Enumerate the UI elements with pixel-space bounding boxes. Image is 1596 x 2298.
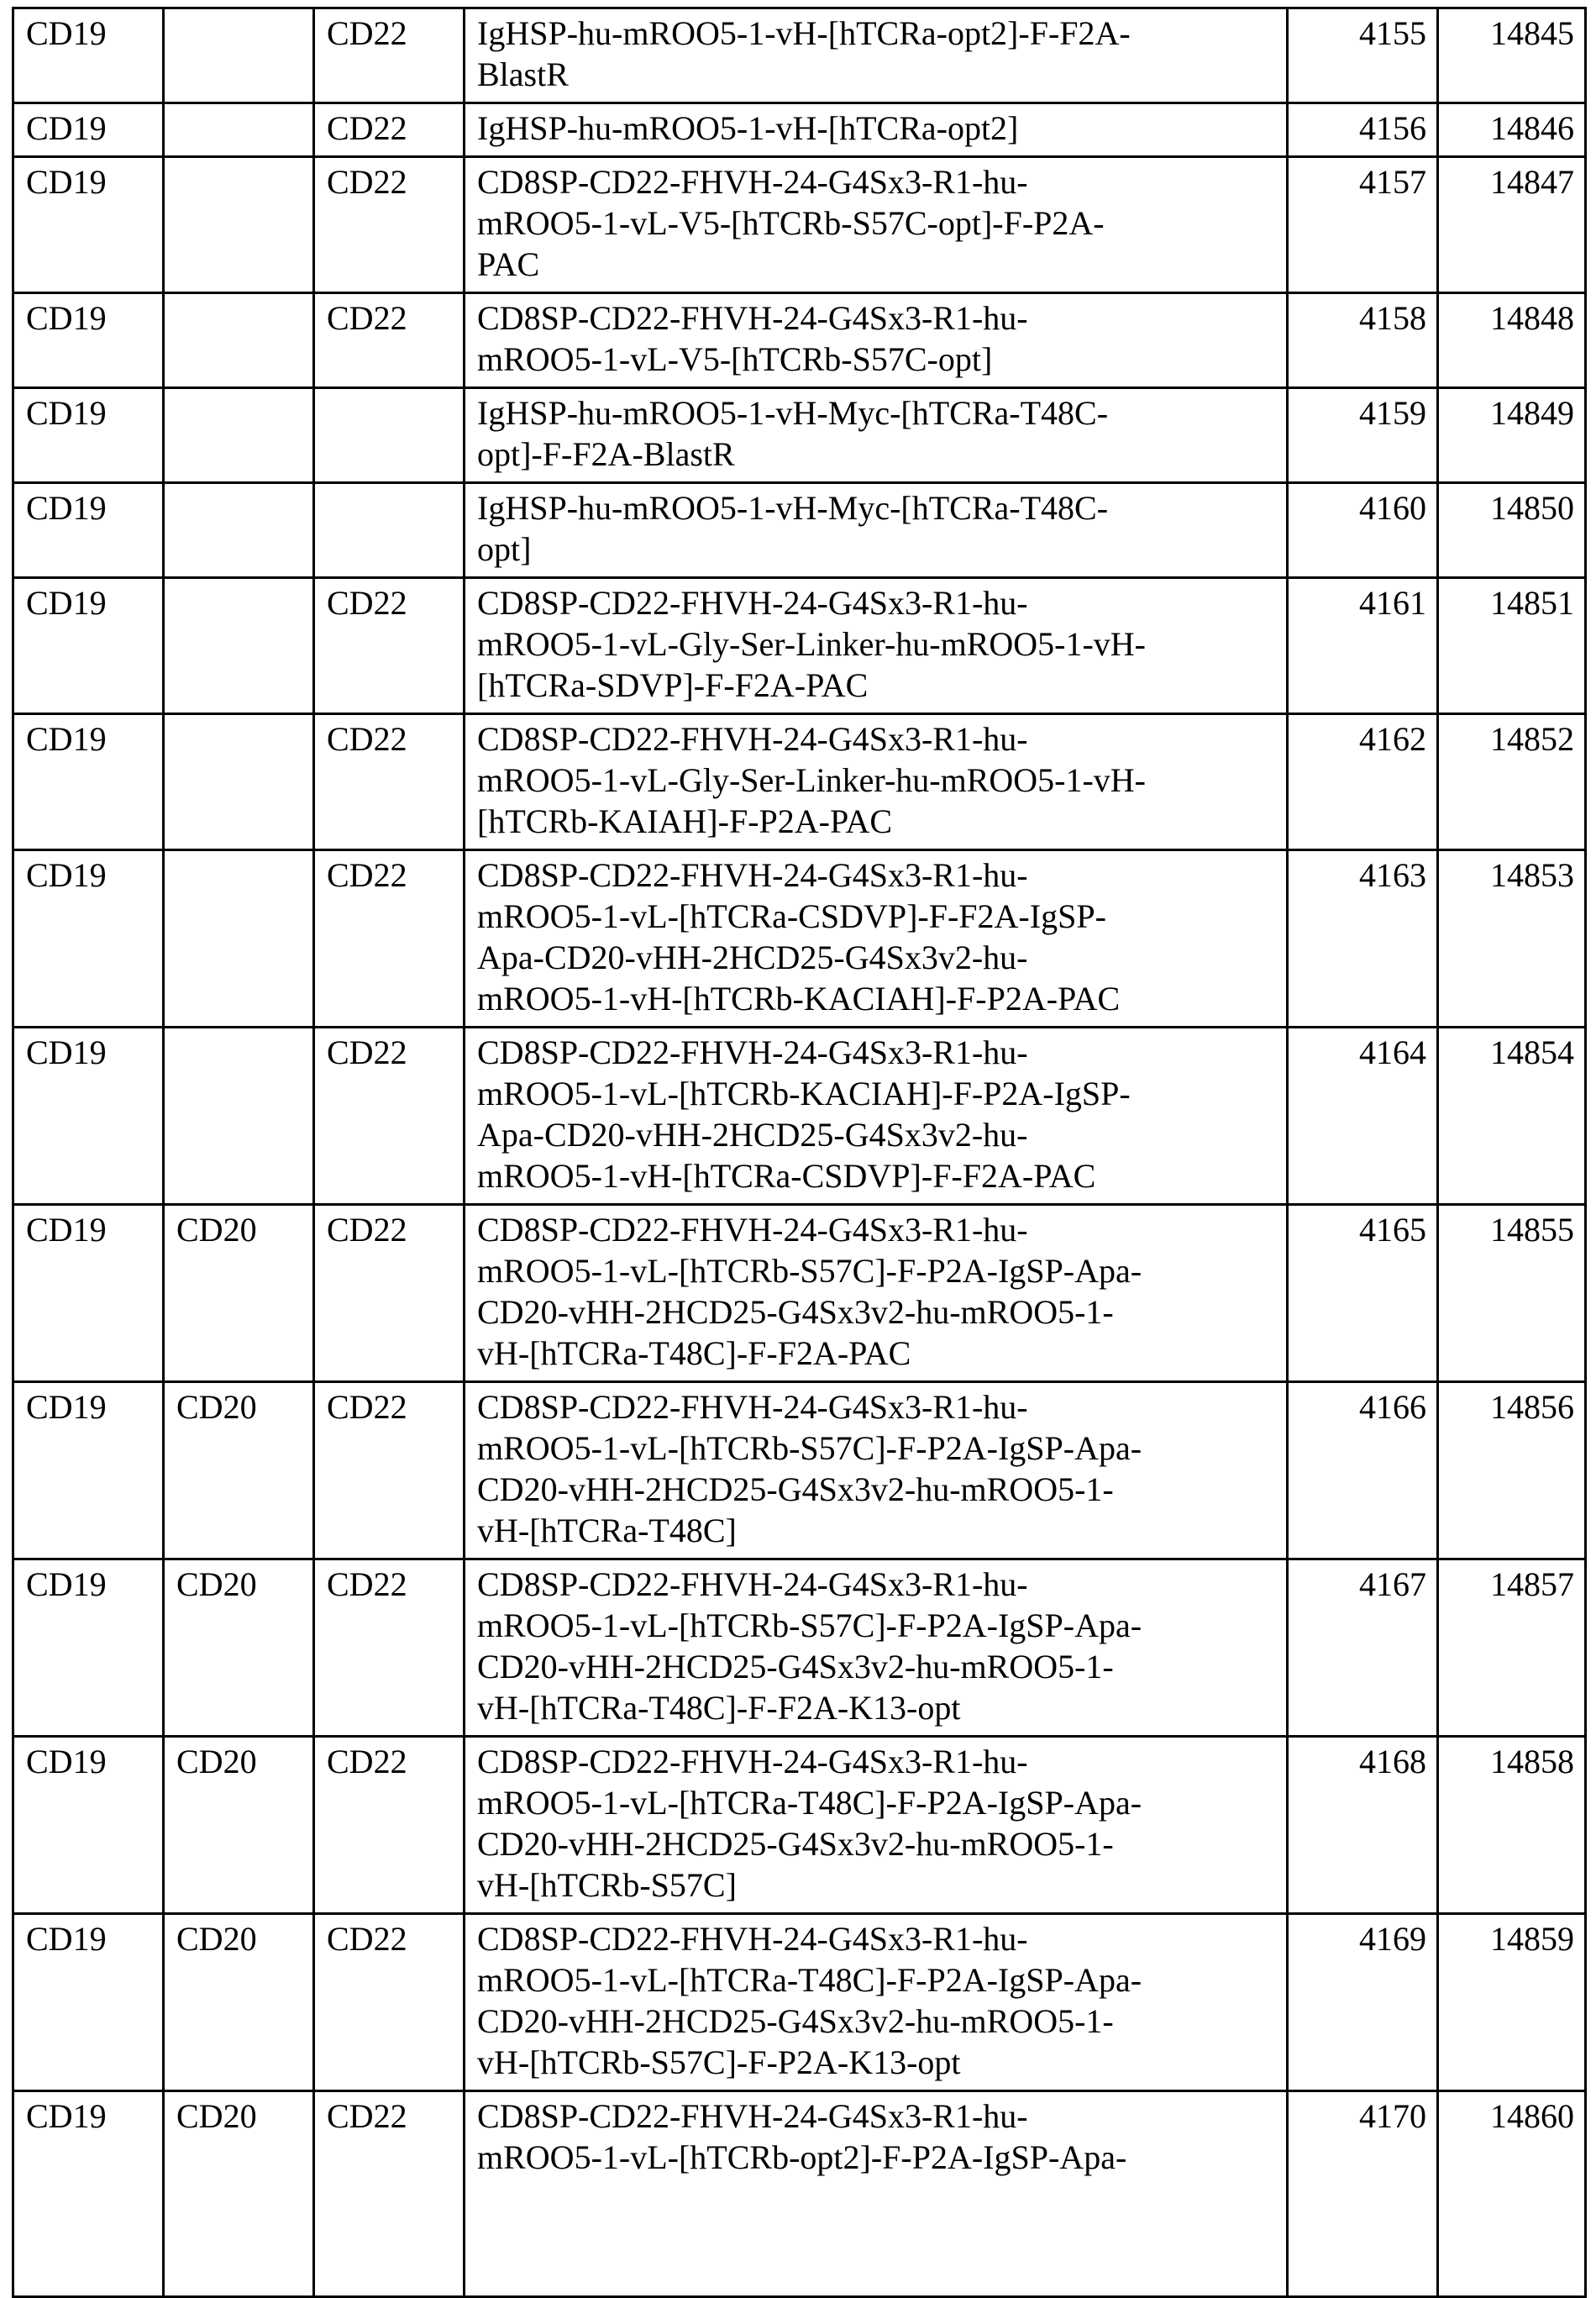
antigen-2-cell xyxy=(164,388,314,483)
antigen-3-cell: CD22 xyxy=(314,8,465,103)
table-row xyxy=(13,1028,1586,1205)
seq-id-b-cell: 14852 xyxy=(1438,714,1586,850)
antigen-2-cell xyxy=(164,850,314,1028)
seq-id-a-cell: 4159 xyxy=(1288,388,1438,483)
seq-id-b-cell: 14860 xyxy=(1438,2091,1586,2297)
table-row xyxy=(13,578,1586,714)
antigen-1-cell: CD19 xyxy=(13,1737,164,1914)
construct-name-cell: CD8SP-CD22-FHVH-24-G4Sx3-R1-hu- mROO5-1-vL-[hTCRb-S57C]-F-P2A-IgSP-Apa- CD20-vHH-2HCD25-G4Sx3v2-hu-mROO5-1- vH-[hTCRa-T48C]-F-F2A-PAC xyxy=(465,1205,1288,1382)
antigen-3-cell: CD22 xyxy=(314,850,465,1028)
antigen-1-cell: CD19 xyxy=(13,1028,164,1205)
seq-id-a-cell: 4161 xyxy=(1288,578,1438,714)
antigen-3-cell xyxy=(314,388,465,483)
seq-id-a-cell: 4158 xyxy=(1288,293,1438,388)
table-row xyxy=(13,1205,1586,1382)
antigen-1-cell: CD19 xyxy=(13,8,164,103)
construct-name-cell: CD8SP-CD22-FHVH-24-G4Sx3-R1-hu- mROO5-1-vL-V5-[hTCRb-S57C-opt]-F-P2A- PAC xyxy=(465,157,1288,293)
antigen-3-cell: CD22 xyxy=(314,1737,465,1914)
construct-name-cell: CD8SP-CD22-FHVH-24-G4Sx3-R1-hu- mROO5-1-vL-[hTCRb-S57C]-F-P2A-IgSP-Apa- CD20-vHH-2HCD25-G4Sx3v2-hu-mROO5-1- vH-[hTCRa-T48C] xyxy=(465,1382,1288,1559)
construct-name-cell: CD8SP-CD22-FHVH-24-G4Sx3-R1-hu- mROO5-1-vL-[hTCRb-S57C]-F-P2A-IgSP-Apa- CD20-vHH-2HCD25-G4Sx3v2-hu-mROO5-1- vH-[hTCRa-T48C]-F-F2A-K13-opt xyxy=(465,1559,1288,1737)
construct-name-cell: CD8SP-CD22-FHVH-24-G4Sx3-R1-hu- mROO5-1-vL-Gly-Ser-Linker-hu-mROO5-1-vH- [hTCRa-SDVP]-F-F2A-PAC xyxy=(465,578,1288,714)
table-row xyxy=(13,103,1586,157)
antigen-1-cell: CD19 xyxy=(13,483,164,578)
antigen-3-cell: CD22 xyxy=(314,2091,465,2297)
seq-id-b-cell: 14857 xyxy=(1438,1559,1586,1737)
antigen-1-cell: CD19 xyxy=(13,388,164,483)
sequence-table-body xyxy=(13,8,1586,2297)
antigen-2-cell xyxy=(164,8,314,103)
seq-id-b-cell: 14858 xyxy=(1438,1737,1586,1914)
antigen-3-cell: CD22 xyxy=(314,1559,465,1737)
table-row xyxy=(13,1737,1586,1914)
seq-id-b-cell: 14846 xyxy=(1438,103,1586,157)
antigen-2-cell xyxy=(164,293,314,388)
seq-id-a-cell: 4163 xyxy=(1288,850,1438,1028)
antigen-1-cell: CD19 xyxy=(13,2091,164,2297)
table-row xyxy=(13,1559,1586,1737)
seq-id-b-cell: 14849 xyxy=(1438,388,1586,483)
table-row xyxy=(13,483,1586,578)
construct-name-cell: CD8SP-CD22-FHVH-24-G4Sx3-R1-hu- mROO5-1-vL-[hTCRb-KACIAH]-F-P2A-IgSP- Apa-CD20-vHH-2HCD25-G4Sx3v2-hu- mROO5-1-vH-[hTCRa-CSDVP]-F-F2A-PAC xyxy=(465,1028,1288,1205)
table-row xyxy=(13,8,1586,103)
construct-name-cell: CD8SP-CD22-FHVH-24-G4Sx3-R1-hu- mROO5-1-vL-[hTCRa-T48C]-F-P2A-IgSP-Apa- CD20-vHH-2HCD25-G4Sx3v2-hu-mROO5-1- vH-[hTCRb-S57C]-F-P2A-K13-opt xyxy=(465,1914,1288,2091)
construct-name-cell: CD8SP-CD22-FHVH-24-G4Sx3-R1-hu- mROO5-1-vL-Gly-Ser-Linker-hu-mROO5-1-vH- [hTCRb-KAIAH]-F-P2A-PAC xyxy=(465,714,1288,850)
seq-id-b-cell: 14847 xyxy=(1438,157,1586,293)
seq-id-b-cell: 14848 xyxy=(1438,293,1586,388)
table-row xyxy=(13,388,1586,483)
antigen-1-cell: CD19 xyxy=(13,1205,164,1382)
seq-id-b-cell: 14850 xyxy=(1438,483,1586,578)
table-row xyxy=(13,714,1586,850)
table-row xyxy=(13,293,1586,388)
antigen-2-cell xyxy=(164,714,314,850)
antigen-1-cell: CD19 xyxy=(13,157,164,293)
seq-id-a-cell: 4166 xyxy=(1288,1382,1438,1559)
antigen-2-cell: CD20 xyxy=(164,2091,314,2297)
antigen-1-cell: CD19 xyxy=(13,578,164,714)
antigen-2-cell xyxy=(164,1028,314,1205)
seq-id-b-cell: 14855 xyxy=(1438,1205,1586,1382)
seq-id-a-cell: 4160 xyxy=(1288,483,1438,578)
antigen-1-cell: CD19 xyxy=(13,103,164,157)
antigen-1-cell: CD19 xyxy=(13,714,164,850)
antigen-2-cell: CD20 xyxy=(164,1914,314,2091)
seq-id-a-cell: 4162 xyxy=(1288,714,1438,850)
antigen-3-cell: CD22 xyxy=(314,1028,465,1205)
antigen-1-cell: CD19 xyxy=(13,850,164,1028)
antigen-3-cell: CD22 xyxy=(314,103,465,157)
construct-name-cell: CD8SP-CD22-FHVH-24-G4Sx3-R1-hu- mROO5-1-vL-V5-[hTCRb-S57C-opt] xyxy=(465,293,1288,388)
antigen-3-cell: CD22 xyxy=(314,1914,465,2091)
antigen-3-cell: CD22 xyxy=(314,1382,465,1559)
construct-name-cell: CD8SP-CD22-FHVH-24-G4Sx3-R1-hu- mROO5-1-vL-[hTCRa-T48C]-F-P2A-IgSP-Apa- CD20-vHH-2HCD25-G4Sx3v2-hu-mROO5-1- vH-[hTCRb-S57C] xyxy=(465,1737,1288,1914)
antigen-3-cell: CD22 xyxy=(314,714,465,850)
seq-id-b-cell: 14851 xyxy=(1438,578,1586,714)
antigen-3-cell: CD22 xyxy=(314,293,465,388)
antigen-2-cell: CD20 xyxy=(164,1737,314,1914)
construct-name-cell: CD8SP-CD22-FHVH-24-G4Sx3-R1-hu- mROO5-1-vL-[hTCRa-CSDVP]-F-F2A-IgSP- Apa-CD20-vHH-2HCD25-G4Sx3v2-hu- mROO5-1-vH-[hTCRb-KACIAH]-F-P2A-PAC xyxy=(465,850,1288,1028)
table-row xyxy=(13,1914,1586,2091)
seq-id-a-cell: 4164 xyxy=(1288,1028,1438,1205)
seq-id-a-cell: 4167 xyxy=(1288,1559,1438,1737)
construct-name-cell: CD8SP-CD22-FHVH-24-G4Sx3-R1-hu- mROO5-1-vL-[hTCRb-opt2]-F-P2A-IgSP-Apa- xyxy=(465,2091,1288,2297)
antigen-2-cell xyxy=(164,157,314,293)
table-row xyxy=(13,2091,1586,2297)
seq-id-a-cell: 4165 xyxy=(1288,1205,1438,1382)
antigen-2-cell xyxy=(164,483,314,578)
construct-name-cell: IgHSP-hu-mROO5-1-vH-[hTCRa-opt2] xyxy=(465,103,1288,157)
antigen-2-cell: CD20 xyxy=(164,1382,314,1559)
table-row xyxy=(13,850,1586,1028)
antigen-3-cell: CD22 xyxy=(314,1205,465,1382)
antigen-2-cell: CD20 xyxy=(164,1559,314,1737)
seq-id-a-cell: 4156 xyxy=(1288,103,1438,157)
antigen-2-cell xyxy=(164,103,314,157)
table-row xyxy=(13,1382,1586,1559)
seq-id-b-cell: 14856 xyxy=(1438,1382,1586,1559)
antigen-1-cell: CD19 xyxy=(13,293,164,388)
antigen-1-cell: CD19 xyxy=(13,1382,164,1559)
antigen-1-cell: CD19 xyxy=(13,1559,164,1737)
antigen-2-cell xyxy=(164,578,314,714)
antigen-1-cell: CD19 xyxy=(13,1914,164,2091)
sequence-listing-table xyxy=(12,7,1587,2298)
seq-id-a-cell: 4170 xyxy=(1288,2091,1438,2297)
table-row xyxy=(13,157,1586,293)
seq-id-a-cell: 4155 xyxy=(1288,8,1438,103)
construct-name-cell: IgHSP-hu-mROO5-1-vH-Myc-[hTCRa-T48C- opt]-F-F2A-BlastR xyxy=(465,388,1288,483)
antigen-3-cell xyxy=(314,483,465,578)
antigen-3-cell: CD22 xyxy=(314,157,465,293)
seq-id-b-cell: 14854 xyxy=(1438,1028,1586,1205)
seq-id-a-cell: 4168 xyxy=(1288,1737,1438,1914)
seq-id-b-cell: 14845 xyxy=(1438,8,1586,103)
seq-id-a-cell: 4157 xyxy=(1288,157,1438,293)
seq-id-a-cell: 4169 xyxy=(1288,1914,1438,2091)
seq-id-b-cell: 14859 xyxy=(1438,1914,1586,2091)
construct-name-cell: IgHSP-hu-mROO5-1-vH-Myc-[hTCRa-T48C- opt] xyxy=(465,483,1288,578)
seq-id-b-cell: 14853 xyxy=(1438,850,1586,1028)
antigen-2-cell: CD20 xyxy=(164,1205,314,1382)
construct-name-cell: IgHSP-hu-mROO5-1-vH-[hTCRa-opt2]-F-F2A- BlastR xyxy=(465,8,1288,103)
antigen-3-cell: CD22 xyxy=(314,578,465,714)
